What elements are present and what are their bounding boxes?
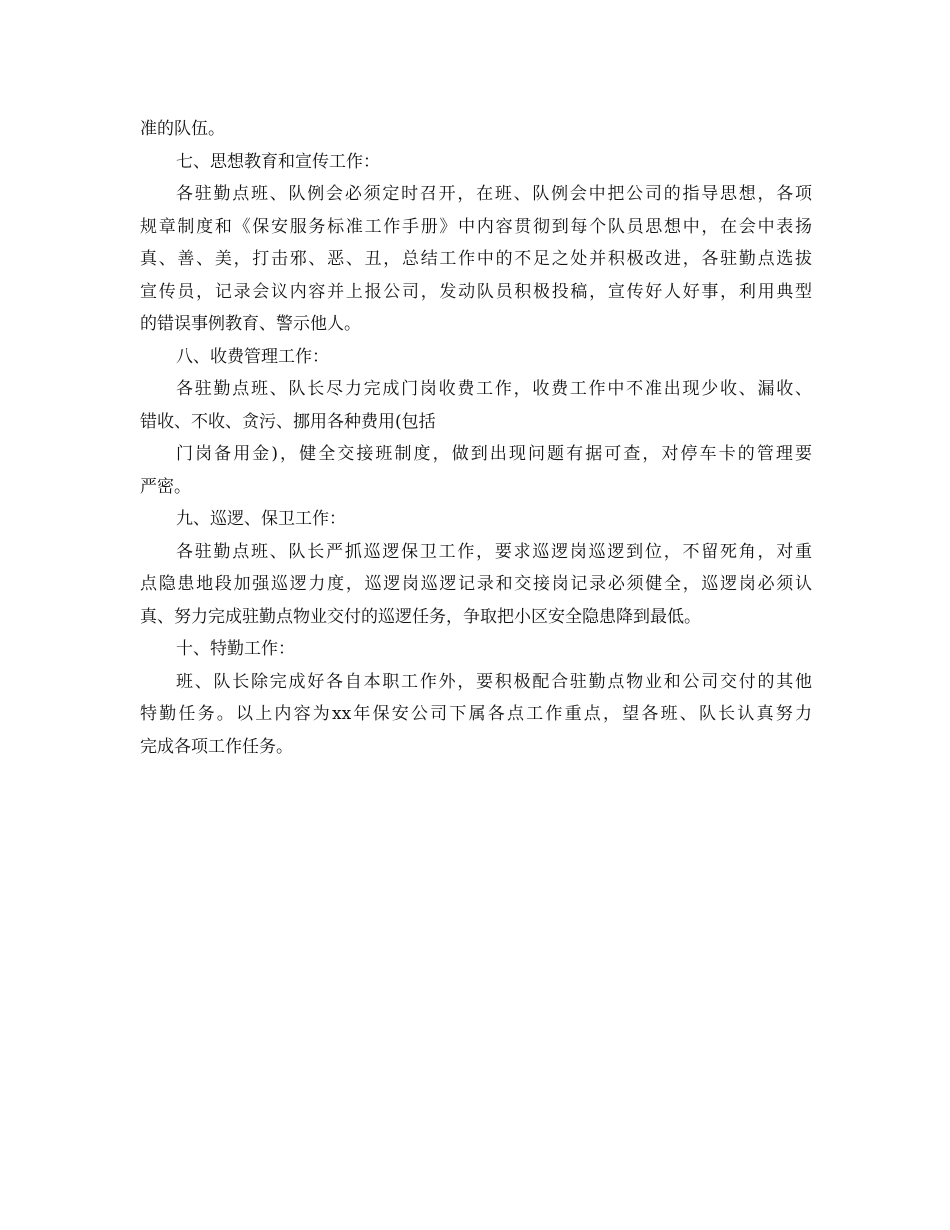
text-line: 各驻勤点班、队长严抓巡逻保卫工作，要求巡逻岗巡逻到位，不留死角，对重	[176, 541, 812, 562]
text-line: 严密。	[140, 476, 191, 497]
text-line: 特勤任务。以上内容为xx年保安公司下属各点工作重点，望各班、队长认真努力	[140, 704, 812, 724]
text-line: 各驻勤点班、队长尽力完成门岗收费工作，收费工作中不准出现少收、漏收、	[176, 379, 812, 399]
text-line: 班、队长除完成好各自本职工作外，要积极配合驻勤点物业和公司交付的其他	[176, 671, 812, 692]
text-line: 九、巡逻、保卫工作：	[176, 509, 346, 529]
text-line: 八、收费管理工作：	[176, 346, 329, 367]
text-line: 错收、不收、贪污、挪用各种费用(包括	[140, 411, 436, 432]
text-line: 的错误事例教育、警示他人。	[140, 314, 361, 334]
text-line: 规章制度和《保安服务标准工作手册》中内容贯彻到每个队员思想中，在会中表扬	[140, 216, 812, 237]
text-line: 宣传员，记录会议内容并上报公司，发动队员积极投稿，宣传好人好事，利用典型	[140, 281, 812, 302]
text-line: 完成各项工作任务。	[140, 736, 293, 757]
text-line: 真、努力完成驻勤点物业交付的巡逻任务，争取把小区安全隐患降到最低。	[140, 606, 701, 627]
document-body	[140, 113, 812, 763]
text-line: 十、特勤工作：	[176, 639, 295, 659]
text-line: 点隐患地段加强巡逻力度，巡逻岗巡逻记录和交接岗记录必须健全，巡逻岗必须认	[140, 574, 812, 594]
text-line: 真、善、美，打击邪、恶、丑，总结工作中的不足之处并积极改进，各驻勤点选拔	[140, 249, 812, 269]
text-line: 门岗备用金)，健全交接班制度，做到出现问题有据可查，对停车卡的管理要	[176, 444, 812, 464]
text-line: 各驻勤点班、队例会必须定时召开，在班、队例会中把公司的指导思想，各项	[176, 184, 812, 204]
text-line: 准的队伍。	[140, 119, 225, 139]
text-line: 七、思想教育和宣传工作：	[176, 151, 380, 172]
